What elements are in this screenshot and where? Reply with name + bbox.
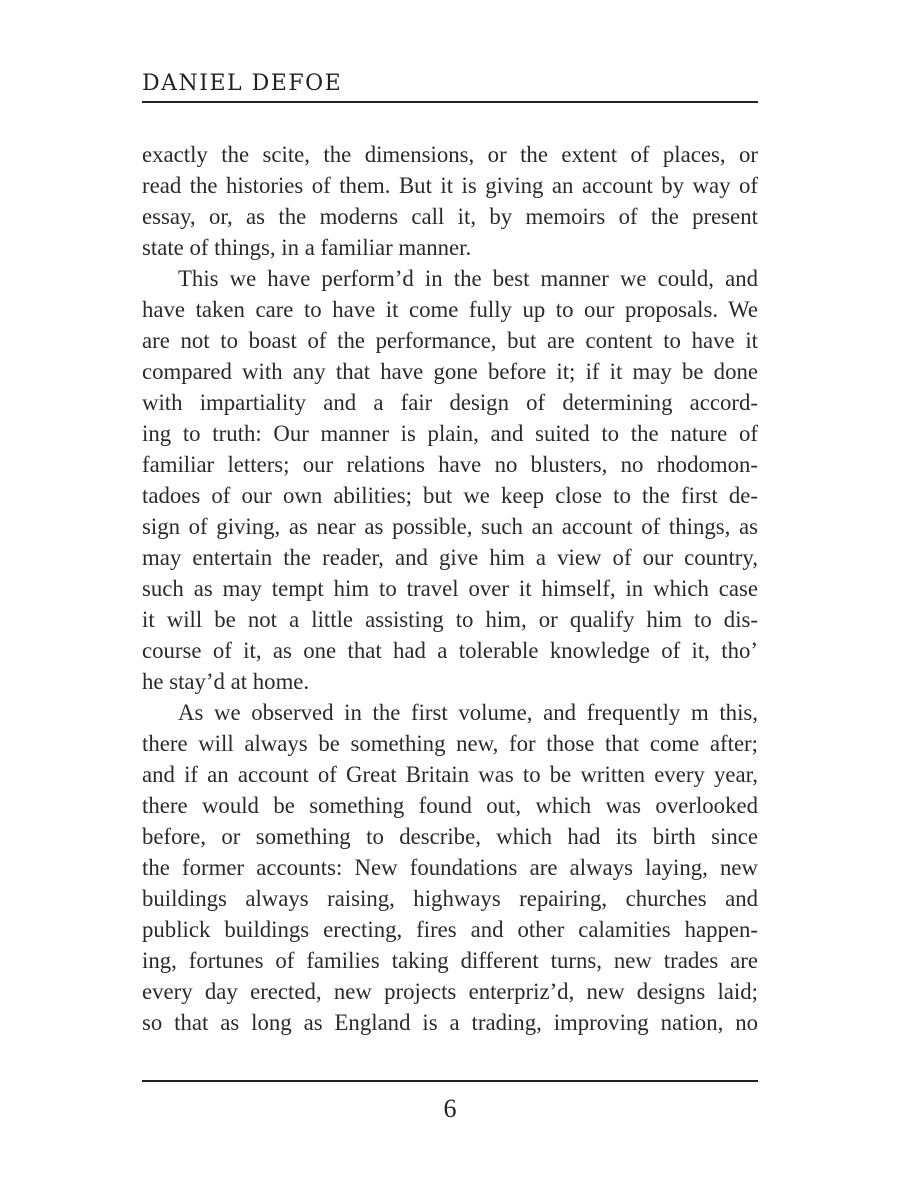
body-text — [142, 139, 758, 1038]
text-line: compared with any that have gone before it; if it may be done — [142, 359, 758, 384]
text-line: such as may tempt him to travel over it himself, in which case — [142, 576, 758, 601]
footer-rule — [142, 1080, 758, 1082]
text-line: familiar letters; our relations have no blusters, no rhodomon- — [142, 452, 758, 477]
text-line: it will be not a little assisting to him, or qualify him to dis- — [142, 607, 758, 632]
text-line: may entertain the reader, and give him a view of our country, — [142, 545, 758, 570]
text-line: ing, fortunes of families taking different turns, new trades are — [142, 948, 758, 973]
text-line: sign of giving, as near as possible, such an account of things, as — [142, 514, 758, 539]
text-line: read the histories of them. But it is giving an account by way of — [142, 173, 758, 198]
text-line: course of it, as one that had a tolerable knowledge of it, tho’ — [142, 638, 758, 663]
header-rule — [142, 101, 758, 103]
text-line: As we observed in the first volume, and frequently m this, — [178, 700, 758, 725]
page-number: 6 — [443, 1094, 457, 1123]
text-line: before, or something to describe, which had its birth since — [142, 824, 758, 849]
text-line: state of things, in a familiar manner. — [142, 235, 472, 260]
text-line: and if an account of Great Britain was to be written every year, — [142, 762, 758, 787]
text-line: have taken care to have it come fully up to our proposals. We — [142, 297, 758, 322]
text-line: every day erected, new projects enterpriz’d, new designs laid; — [142, 979, 758, 1004]
text-line: the former accounts: New foundations are always laying, new — [142, 855, 758, 880]
text-line: with impartiality and a fair design of determining accord- — [142, 390, 758, 415]
text-line: he stay’d at home. — [142, 669, 310, 694]
text-line: This we have perform’d in the best manner we could, and — [178, 266, 758, 291]
text-line: exactly the scite, the dimensions, or the extent of places, or — [142, 142, 758, 167]
text-line: so that as long as England is a trading, improving nation, no — [142, 1010, 758, 1035]
text-line: ing to truth: Our manner is plain, and suited to the nature of — [142, 421, 758, 446]
text-line: buildings always raising, highways repairing, churches and — [142, 886, 758, 911]
text-line: publick buildings erecting, fires and other calamities happen- — [142, 917, 758, 942]
text-line: there will always be something new, for those that come after; — [142, 731, 758, 756]
text-line: there would be something found out, which was overlooked — [142, 793, 758, 818]
text-line: tadoes of our own abilities; but we keep close to the first de- — [142, 483, 758, 508]
text-line: are not to boast of the performance, but are content to have it — [142, 328, 758, 353]
running-head: DANIEL DEFOE — [142, 71, 343, 96]
text-line: essay, or, as the moderns call it, by memoirs of the present — [142, 204, 758, 229]
